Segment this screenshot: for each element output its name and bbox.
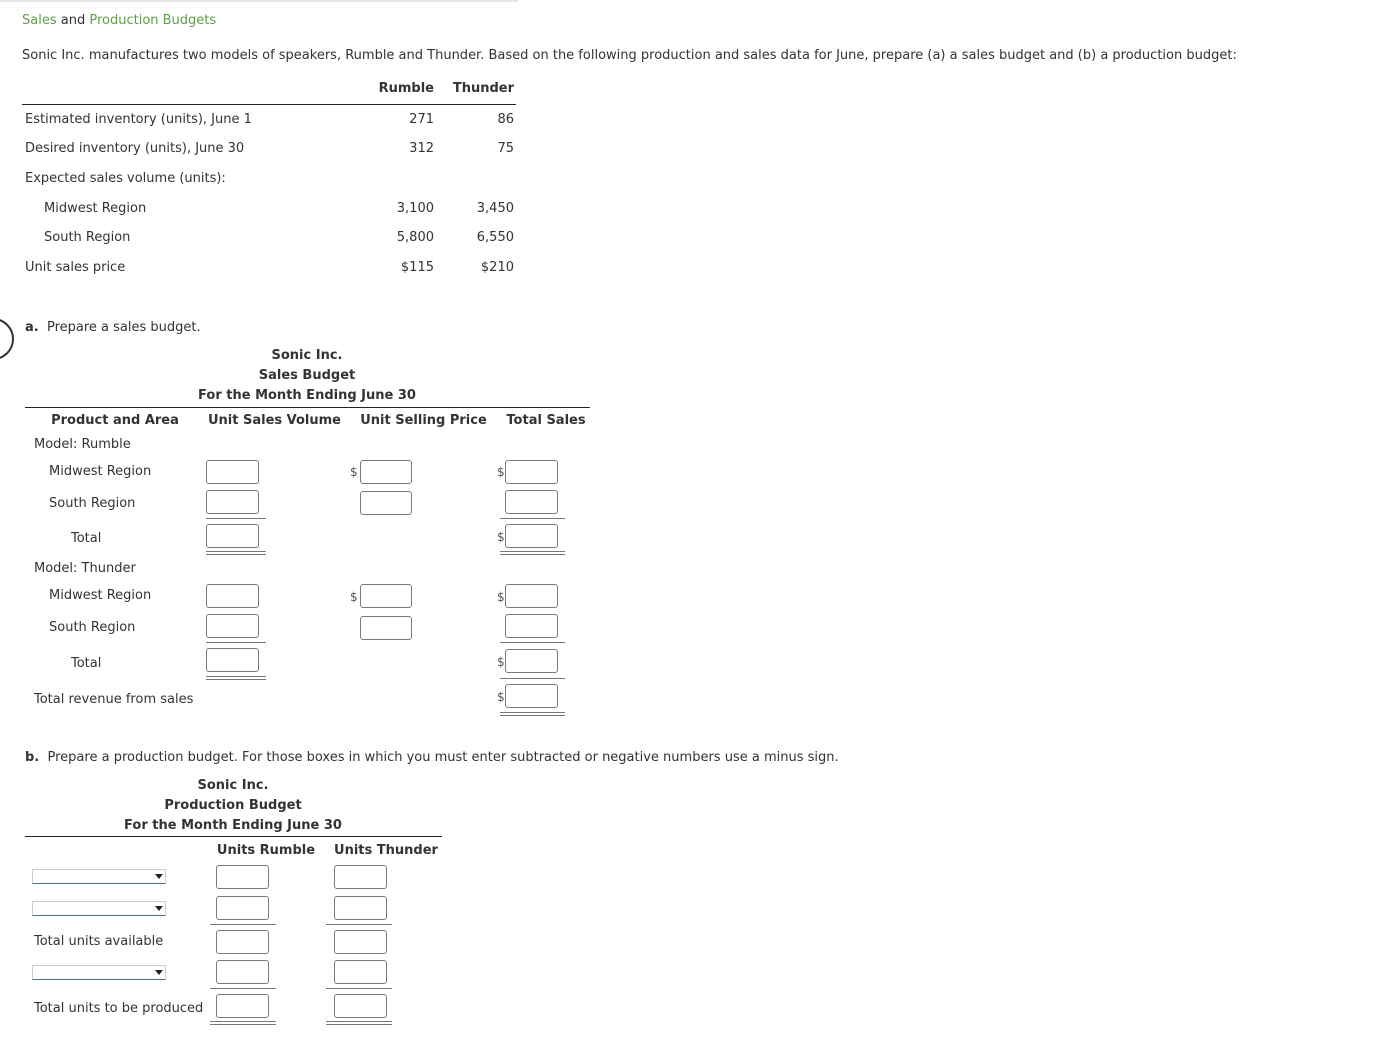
thunder-midwest-volume-input[interactable] bbox=[206, 584, 259, 608]
row-label-expected-sales: Expected sales volume (units): bbox=[25, 171, 226, 186]
sales-col-unit-volume: Unit Sales Volume bbox=[207, 413, 342, 428]
thunder-midwest-price-input[interactable] bbox=[360, 584, 412, 608]
data-table-header-rule bbox=[22, 104, 516, 105]
row-south-thunder: 6,550 bbox=[476, 230, 514, 245]
production-row-1-select[interactable] bbox=[32, 869, 166, 884]
thunder-total-label: Total bbox=[71, 656, 102, 671]
row-unit-price-rumble: $115 bbox=[400, 260, 434, 275]
currency-sign: $ bbox=[497, 465, 505, 479]
thunder-volume-subtotal-rule bbox=[206, 642, 266, 643]
row-south-rumble: 5,800 bbox=[396, 230, 434, 245]
part-b-letter: b. bbox=[25, 750, 40, 765]
rumble-total-label: Total bbox=[71, 531, 102, 546]
thunder-volume-total-double-rule bbox=[206, 676, 266, 680]
thunder-total-sales-input[interactable] bbox=[505, 649, 558, 673]
row-midwest-rumble: 3,100 bbox=[396, 201, 434, 216]
title-part-and: and bbox=[56, 13, 90, 28]
currency-sign: $ bbox=[497, 590, 505, 604]
total-revenue-label: Total revenue from sales bbox=[34, 692, 194, 707]
row-label-unit-price: Unit sales price bbox=[25, 260, 126, 275]
rumble-south-label: South Region bbox=[49, 496, 136, 511]
question-marker-circle-icon bbox=[0, 318, 14, 360]
rumble-midwest-total-input[interactable] bbox=[505, 460, 558, 484]
production-budget-company: Sonic Inc. bbox=[197, 778, 269, 793]
production-thunder-total-double-rule bbox=[326, 1021, 392, 1025]
sales-budget-company: Sonic Inc. bbox=[271, 348, 343, 363]
rumble-total-sales-input[interactable] bbox=[505, 524, 558, 548]
production-row-2-select[interactable] bbox=[32, 901, 166, 916]
rumble-volume-total-double-rule bbox=[206, 551, 266, 555]
dropdown-arrow-icon bbox=[155, 970, 163, 975]
part-a-heading bbox=[25, 320, 201, 335]
production-budget-header-rule bbox=[25, 836, 442, 837]
production-col-thunder: Units Thunder bbox=[334, 843, 438, 858]
row-unit-price-thunder: $210 bbox=[480, 260, 514, 275]
rumble-volume-subtotal-rule bbox=[206, 518, 266, 519]
production-rumble-total-double-rule bbox=[210, 1021, 276, 1025]
thunder-total-volume-input[interactable] bbox=[206, 648, 259, 672]
total-units-produced-label: Total units to be produced bbox=[34, 1001, 204, 1016]
dropdown-arrow-icon bbox=[155, 874, 163, 879]
sales-col-total-sales: Total Sales bbox=[506, 413, 586, 428]
thunder-sales-total-rule bbox=[500, 678, 565, 679]
production-thunder-subtotal-rule bbox=[326, 924, 392, 925]
part-b-instruction: Prepare a production budget. For those boxes in which you must enter subtracted or negative numbers use a minus sign. bbox=[47, 750, 839, 765]
thunder-midwest-total-input[interactable] bbox=[505, 584, 558, 608]
thunder-south-total-input[interactable] bbox=[505, 614, 558, 638]
part-b-heading bbox=[25, 750, 839, 765]
currency-sign: $ bbox=[497, 690, 505, 704]
rumble-south-price-input[interactable] bbox=[360, 491, 412, 515]
part-a-instruction: Prepare a sales budget. bbox=[46, 320, 201, 335]
thunder-south-label: South Region bbox=[49, 620, 136, 635]
rumble-sales-subtotal-rule bbox=[500, 518, 565, 519]
sales-col-product-area: Product and Area bbox=[51, 413, 179, 428]
currency-sign: $ bbox=[497, 655, 505, 669]
production-row-3-rumble-input[interactable] bbox=[216, 960, 269, 984]
sales-col-unit-price: Unit Selling Price bbox=[360, 413, 487, 428]
thunder-midwest-label: Midwest Region bbox=[49, 588, 152, 603]
row-est-inventory-rumble: 271 bbox=[409, 112, 434, 127]
thunder-south-volume-input[interactable] bbox=[206, 614, 259, 638]
rumble-south-total-input[interactable] bbox=[505, 490, 558, 514]
row-desired-inventory-thunder: 75 bbox=[497, 141, 514, 156]
row-label-desired-inventory: Desired inventory (units), June 30 bbox=[25, 141, 245, 156]
production-budget-period: For the Month Ending June 30 bbox=[124, 818, 342, 833]
currency-sign: $ bbox=[350, 590, 358, 604]
thunder-sales-subtotal-rule bbox=[500, 642, 565, 643]
rumble-midwest-volume-input[interactable] bbox=[206, 460, 259, 484]
top-divider bbox=[0, 0, 518, 2]
total-units-available-label: Total units available bbox=[34, 934, 164, 949]
rumble-sales-total-double-rule bbox=[500, 551, 565, 555]
total-revenue-input[interactable] bbox=[505, 684, 558, 708]
dropdown-arrow-icon bbox=[155, 906, 163, 911]
total-available-thunder-input[interactable] bbox=[334, 930, 387, 954]
col-header-rumble: Rumble bbox=[378, 81, 434, 96]
row-label-midwest: Midwest Region bbox=[44, 201, 147, 216]
production-row-2-rumble-input[interactable] bbox=[216, 896, 269, 920]
title-part-production: Production Budgets bbox=[89, 13, 217, 28]
production-rumble-subtotal-rule bbox=[210, 924, 276, 925]
total-produced-thunder-input[interactable] bbox=[334, 994, 387, 1018]
rumble-south-volume-input[interactable] bbox=[206, 490, 259, 514]
row-est-inventory-thunder: 86 bbox=[497, 112, 514, 127]
production-row-2-thunder-input[interactable] bbox=[334, 896, 387, 920]
intro-text: Sonic Inc. manufactures two models of speakers, Rumble and Thunder. Based on the following production and sales data for June, prepare (a) a sales budget and (b) a production budget: bbox=[22, 48, 1237, 63]
page-title bbox=[22, 13, 216, 28]
sales-budget-header-rule bbox=[25, 407, 590, 408]
total-produced-rumble-input[interactable] bbox=[216, 994, 269, 1018]
production-rumble-total-top-rule bbox=[210, 988, 276, 989]
rumble-total-volume-input[interactable] bbox=[206, 524, 259, 548]
total-available-rumble-input[interactable] bbox=[216, 930, 269, 954]
col-header-thunder: Thunder bbox=[452, 81, 514, 96]
row-label-south: South Region bbox=[44, 230, 131, 245]
rumble-midwest-price-input[interactable] bbox=[360, 460, 412, 484]
thunder-south-price-input[interactable] bbox=[360, 616, 412, 640]
title-part-sales: Sales bbox=[22, 13, 57, 28]
row-desired-inventory-rumble: 312 bbox=[409, 141, 434, 156]
sales-budget-title: Sales Budget bbox=[258, 368, 356, 383]
production-row-1-thunder-input[interactable] bbox=[334, 865, 387, 889]
production-thunder-total-top-rule bbox=[326, 988, 392, 989]
model-thunder-label: Model: Thunder bbox=[34, 561, 136, 576]
rumble-midwest-label: Midwest Region bbox=[49, 464, 152, 479]
production-row-3-select[interactable] bbox=[32, 965, 166, 980]
total-revenue-double-rule bbox=[500, 712, 565, 716]
currency-sign: $ bbox=[497, 530, 505, 544]
row-label-est-inventory: Estimated inventory (units), June 1 bbox=[25, 112, 252, 127]
production-col-rumble: Units Rumble bbox=[216, 843, 316, 858]
part-a-letter: a. bbox=[25, 320, 39, 335]
production-row-1-rumble-input[interactable] bbox=[216, 865, 269, 889]
production-row-3-thunder-input[interactable] bbox=[334, 960, 387, 984]
row-midwest-thunder: 3,450 bbox=[476, 201, 514, 216]
model-rumble-label: Model: Rumble bbox=[34, 437, 131, 452]
production-budget-title: Production Budget bbox=[164, 798, 302, 813]
currency-sign: $ bbox=[350, 465, 358, 479]
sales-budget-period: For the Month Ending June 30 bbox=[198, 388, 416, 403]
